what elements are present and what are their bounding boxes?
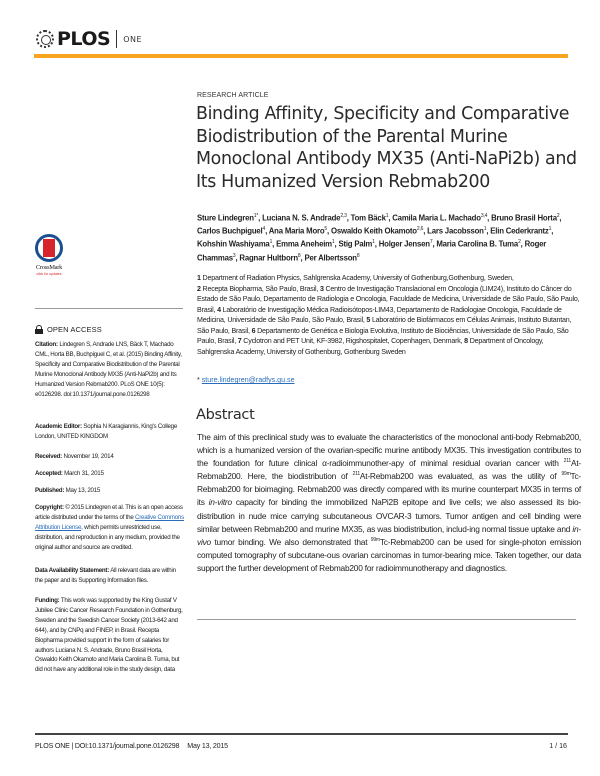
affiliation-text: Laboratório de Investigação Médica Radioisótopos-LIM43, Departamento de Radiologiae Oncologia, Faculdade de Medicina, Universidade de São Paulo, São Paulo, Brasil, [197,305,562,324]
author-affiliation-marker: 2,3 [340,213,347,219]
abstract-heading: Abstract [196,407,255,423]
affiliation-text: Department of Oncology, Sahlgrenska Academy, University of Gothenburg, Gothenburg Sweden [197,337,544,356]
footer-doi: PLOS ONE | DOI:10.1371/journal.pone.0126298 [35,742,180,750]
data-availability-text: All relevant data are within the paper and its Supporting Information files. [35,567,176,584]
author-name: Stig Palm [338,239,373,249]
logo-divider [116,30,117,48]
author-name: Emma Aneheim [276,239,332,249]
author-affiliation-marker: 1 [269,239,273,246]
author-affiliation-marker: 8 [297,252,301,259]
cc-license-link[interactable]: Creative Commons Attribution License [35,513,184,531]
crossmark-label: CrossMark [35,264,63,271]
citation-text: Lindegren S, Andrade LNS, Bäck T, Machado CML, Horta BB, Buchpiguel C, et al. (2015) Binding Affinity, Specificity and Comparative Biodistribution of the Parental Murine Monoclonal Antibody MX35 (Anti-NaPi2b) and Its Humanized Version Rebmab200. PLoS ONE 10(5): e0126298. doi:10.1371/journal.pone.0126298 [35,341,182,398]
copyright-text: © 2015 Lindegren et al. This is an open access article distributed under the terms of the [35,504,183,521]
corresponding-email-line [197,376,295,384]
page-number: 1 / 16 [549,742,567,750]
author-affiliation-marker: 2 [556,213,560,219]
affiliation-number: 1 [197,274,203,282]
funding-label: Funding: [35,597,60,604]
data-availability-label: Data Availability Statement: [35,567,110,574]
accepted-date: March 31, 2015 [64,470,104,477]
footer-citation [35,742,228,750]
author-list: Sture Lindegren$^{1*}$, Luciana N. S. Andrade$^{2,3}$, Tom Bäck$^1$, Camila Maria L. Machado$^{3,4}$, Bruno Brasil Horta$^2$, Carlos Buchpiguel$^4$, Ana Maria Moro$^5$, Oswaldo Keith Okamoto$^{2,6}$, Lars Jacobsson$^1$, Elin Cederkrantz$^1$, Kohshin Washiyama$^1$, Emma Aneheim$^1$, Stig Palm$^1$, Holger Jensen$^7$, Maria Carolina B. Tuma$^2$, Roger Chammas$^3$, Ragnar Hultborn$^8$, Per Albertsson$^8$ [197,213,562,263]
affiliation-text: Laboratório de Biofármacos em Células Animais, Instituto Butantan, São Paulo, Brasil, [197,316,572,335]
open-access-badge [35,325,102,334]
open-lock-icon [35,325,43,334]
received-label: Received: [35,453,62,460]
affiliations [197,273,582,357]
author-name: Luciana N. S. Andrade [262,213,341,223]
abstract-text: Tc-Rebmab200 for bioimaging. Rebmab200 was directly compared with its murine counterpart MX35 in terms of its [197,471,581,508]
author-affiliation-marker: 1* [253,213,259,219]
crossmark-sublabel: click for updates [36,272,62,276]
author-name: Sture Lindegren [197,213,254,223]
affiliation-text: Department of Radiation Physics, Sahlgrenska Academy, University of Gothenburg,Gothenburg, Sweden, [202,274,514,282]
affiliation-text: Centro de Investigação Translacional em Oncologia (LIM24), Instituto do Câncer do Estado de São Paulo, Departamento de Radiologia e Oncologia, Faculdade de Medicina, Universidade de São Paulo, São Paulo, Brasil, [197,284,580,314]
affiliation-number: 4 [217,305,223,314]
published-label: Published: [35,487,65,494]
received-block [35,452,185,462]
abstract-text: At-Rebmab200. Here, the biodistribution of [197,458,581,482]
funding-text: This work was supported by the King Gustaf V Jubilee Clinic Cancer Research Foundation in Gothenburg, Sweden and the Swedish Cancer Society (2013-642 and 644), and by CNPq and FINEP, in Brasil. Recepta Biopharma provided support in the form of salaries for authors Luciana N. S. Andrade, Bruno Brasil Horta, Oswaldo Keith Okamoto and Maria Carolina B. Tuma, but did not have any additional role in the study design, data [35,597,183,674]
abstract-italic: in-vivo [197,523,581,547]
affiliation-number: 6 [251,326,258,335]
author-affiliation-marker: 8 [356,252,360,259]
citation-block [35,340,185,399]
author-name: Holger Jensen [378,239,430,249]
author-affiliation-marker: 1 [372,239,375,246]
footer-date: May 13, 2015 [187,742,228,750]
abstract-text: The aim of this preclinical study was to evaluate the characteristics of the monoclonal anti-body Rebmab200, which is a humanized version of the ovarian-specific murine antibody MX35. This investigation contributes to the foundation for future clinical α-radioimmunother-apy of minimal residual ovarian cancer with [197,432,581,469]
author-name: Ragnar Hultborn [239,253,298,263]
author-affiliation-marker: 1 [385,213,389,219]
academic-editor-block [35,422,185,442]
affiliation-number: 5 [366,316,372,324]
author-name: Oswaldo Keith Okamoto [330,226,417,236]
author-name: Bruno Brasil Horta [491,213,557,223]
abstract-body [197,431,581,575]
author-affiliation-marker: 2,6 [416,226,424,233]
author-name: Kohshin Washiyama [197,239,270,249]
editor-label: Academic Editor: [35,423,82,430]
funding-block [35,596,185,675]
plos-globe-icon [36,30,54,48]
affiliation-number: 2 [197,284,203,293]
corresponding-marker: * [197,376,200,384]
author-affiliation-marker: 7 [429,239,433,246]
isotope-superscript: 211 [563,458,571,465]
isotope-superscript: 99m [561,471,571,478]
abstract-text: capacity for binding the immobilized NaPi2B epitope and live cells; we also assessed its bio-distribution in nude mice carrying subcutaneous OVCAR-3 tumors. Tumor antigen and cell binding were similar between Rebmab200 and murine MX35, as was biodistribution, includ-ing normal tissue uptake and [197,497,581,534]
accepted-block [35,469,185,479]
author-affiliation-marker: 1 [331,239,335,246]
published-block [35,486,185,496]
editor-text: Sophia N Karagiannis, King's College London, UNITED KINGDOM [35,423,178,440]
author-name: Maria Carolina B. Tuma [436,239,519,249]
author-affiliation-marker: 5 [324,226,328,233]
footer-rule [35,733,568,735]
author-name: Camila Maria L. Machado [392,213,481,223]
corresponding-email-link[interactable]: sture.lindegren@radfys.gu.se [201,376,295,384]
crossmark-ribbon-icon [43,239,55,257]
author-name: Per Albertsson [304,253,357,263]
affiliation-text: Departamento de Genética e Biologia Evolutiva, Instituto de Biociências, Universidade de São Paulo, São Paulo, Brasil, [197,326,569,345]
author-affiliation-marker: 2 [518,239,521,246]
author-name: Lars Jacobsson [427,226,484,236]
abstract-text: At-Rebmab200 was evaluated, as was the utility of [359,471,562,482]
author-name: Roger Chammas [197,239,547,263]
copyright-text: , which permits unrestricted use, distribution, and reproduction in any medium, provided the original author and source are credited. [35,523,180,551]
header-accent-rule [34,54,568,58]
crossmark-badge[interactable] [29,234,69,288]
copyright-block [35,503,185,553]
abstract-italic: in-vitro [208,497,232,508]
received-date: November 19, 2014 [63,453,114,460]
author-affiliation-marker: 3 [232,252,236,259]
affiliation-text: Recepta Biopharma, São Paulo, Brasil, [202,284,320,293]
logo-subbrand: ONE [123,34,143,44]
affiliation-number: 7 [237,337,244,345]
copyright-label: Copyright: [35,504,64,511]
author-affiliation-marker: 1 [548,226,552,233]
author-name: Elin Cederkrantz [490,226,549,236]
logo-brand: PLOS [57,28,111,50]
affiliation-text: Cyclotron and PET Unit, KF-3982, Rigshospitalet, Copenhagen, Denmark, [243,337,465,345]
open-access-label: OPEN ACCESS [47,325,102,334]
isotope-superscript: 99m [370,536,380,543]
abstract-text: Tc-Rebmab200 can be used for single-photon emission computed tomography of subcutane-ous ovarian carcinomas in tumor-bearing mice. Taken together, our data support the further development of Rebmab200 for radioimmunotherapy and diagnostics. [197,536,581,573]
affiliation-number: 8 [464,337,470,345]
author-affiliation-marker: 1 [483,226,487,233]
author-affiliation-marker: 3,4 [480,213,488,219]
abstract-divider [197,619,576,620]
citation-label: Citation: [35,341,58,348]
author-affiliation-marker: 4 [262,226,266,233]
author-name: Carlos Buchpiguel [197,226,263,236]
article-type: RESEARCH ARTICLE [197,92,269,99]
journal-logo[interactable] [36,28,142,50]
accepted-label: Accepted: [35,470,63,477]
affiliation-number: 3 [319,284,326,293]
article-title: Binding Affinity, Specificity and Comparative Biodistribution of the Parental Murine Monoclonal Antibody MX35 (Anti-NaPi2b) and Its Humanized Version Rebmab200 [196,104,577,192]
data-availability-block [35,566,185,586]
abstract-text: tumor binding. We also demonstrated that [210,536,371,547]
author-name: Tom Bäck [350,213,386,223]
isotope-superscript: 211 [352,471,360,478]
sidebar-divider [35,308,183,309]
author-name: Ana Maria Moro [268,226,325,236]
published-date: May 13, 2015 [65,487,101,494]
